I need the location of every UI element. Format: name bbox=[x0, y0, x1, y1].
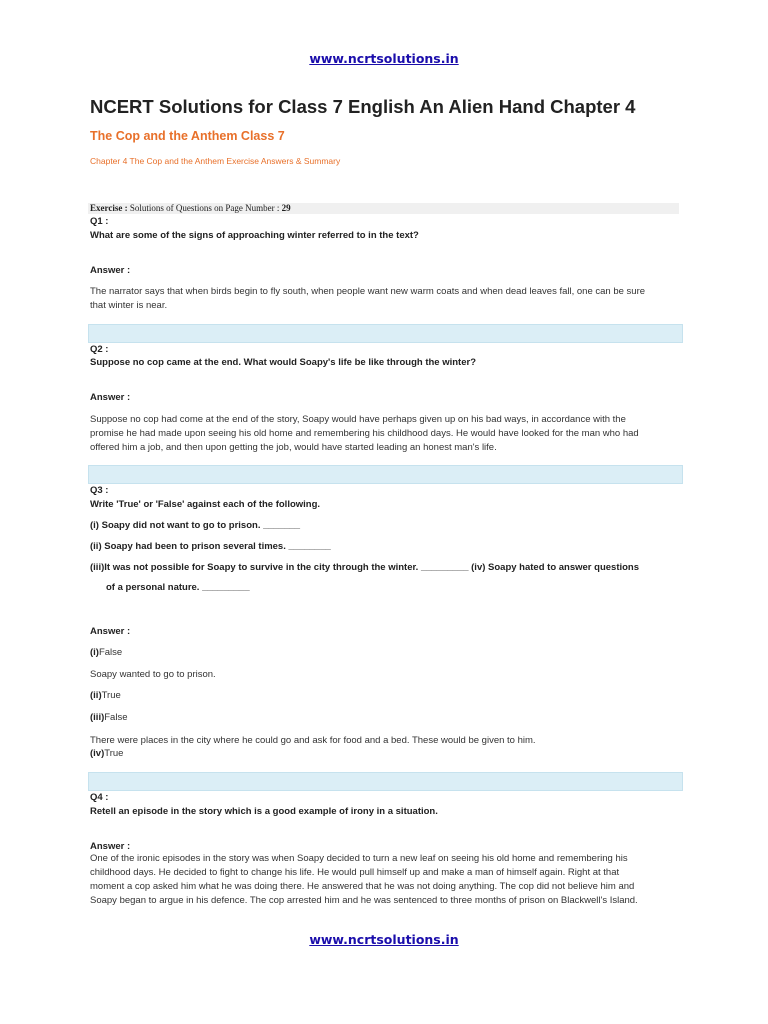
q1-label: Q1 : bbox=[90, 216, 109, 227]
q2-answer-label: Answer : bbox=[90, 392, 131, 403]
q2-label: Q2 : bbox=[90, 344, 109, 355]
q1-answer-line: The narrator says that when birds begin to fly south, when people want new warm coats and when dead leaves fall, one can be sure bbox=[90, 286, 646, 297]
q3-item: (i) Soapy did not want to go to prison. _______ bbox=[90, 520, 301, 531]
q3-answer-label: Answer : bbox=[90, 626, 131, 637]
q2-answer bbox=[90, 413, 690, 455]
q1-answer bbox=[90, 285, 690, 313]
question-separator bbox=[88, 772, 683, 791]
q3-answer-iii: (iii)False bbox=[90, 712, 128, 723]
q3-answer-i: (i)False bbox=[90, 647, 123, 658]
q4-answer-line: Soapy began to argue in his defence. The cop arrested him and he was sentenced to three months of prison on Blackwell's Island. bbox=[90, 895, 638, 906]
q4-answer-line: One of the ironic episodes in the story was when Soapy decided to turn a new leaf on seeing his old home and remembering his bbox=[90, 853, 628, 864]
q4-answer-line: moment a cop asked him what he was doing there. He answered that he was not doing anything. The cop did not believe him and bbox=[90, 881, 635, 892]
q1-answer-label: Answer : bbox=[90, 265, 131, 276]
exercise-page-number: 29 bbox=[281, 203, 291, 213]
question-separator bbox=[88, 324, 683, 343]
q2-question: Suppose no cop came at the end. What would Soapy's life be like through the winter? bbox=[90, 357, 476, 368]
q3-item: (iii)It was not possible for Soapy to survive in the city through the winter. _________ (iv) Soapy hated to answer questions bbox=[90, 562, 640, 573]
q3-question: Write 'True' or 'False' against each of the following. bbox=[90, 499, 321, 510]
q3-answer-iv: (iv)True bbox=[90, 748, 124, 759]
q3-item: (ii) Soapy had been to prison several times. ________ bbox=[90, 541, 331, 552]
page-title: NCERT Solutions for Class 7 English An Alien Hand Chapter 4 bbox=[90, 96, 636, 117]
q3-answer-iii-note: There were places in the city where he could go and ask for food and a bed. These would be given to him. bbox=[90, 735, 536, 746]
exercise-text: Solutions of Questions on Page Number : bbox=[129, 203, 280, 213]
q3-answer-ii: (ii)True bbox=[90, 690, 121, 701]
q4-answer-line: childhood days. He decided to fight to change his life. He would pull himself up and make a man of himself again. Right at that bbox=[90, 867, 620, 878]
q3-item: of a personal nature. _________ bbox=[106, 582, 250, 593]
chapter-subtitle: The Cop and the Anthem Class 7 bbox=[90, 129, 285, 143]
header-site-link[interactable]: www.ncrtsolutions.in bbox=[309, 51, 459, 66]
question-separator bbox=[88, 465, 683, 484]
q4-question: Retell an episode in the story which is a good example of irony in a situation. bbox=[90, 806, 438, 817]
q2-answer-line: promise he had made upon seeing his old home and remembering his childhood days. He would have looked for the man who had bbox=[90, 428, 639, 439]
q4-answer bbox=[90, 852, 690, 908]
q2-answer-line: offered him a job, and then upon getting the job, would have started leading an honest man's life. bbox=[90, 442, 497, 453]
chapter-description: Chapter 4 The Cop and the Anthem Exercise Answers & Summary bbox=[90, 156, 341, 166]
exercise-label: Exercise : bbox=[90, 203, 128, 213]
q4-label: Q4 : bbox=[90, 792, 109, 803]
q3-label: Q3 : bbox=[90, 485, 109, 496]
q4-answer-label: Answer : bbox=[90, 841, 131, 852]
q2-answer-line: Suppose no cop had come at the end of the story, Soapy would have perhaps given up on his bad ways, in accordance with the bbox=[90, 414, 626, 425]
q1-answer-line: that winter is near. bbox=[90, 300, 168, 311]
footer-site-link[interactable]: www.ncrtsolutions.in bbox=[309, 932, 459, 947]
exercise-bar bbox=[88, 203, 679, 214]
q1-question: What are some of the signs of approaching winter referred to in the text? bbox=[90, 230, 419, 241]
q3-answer-i-note: Soapy wanted to go to prison. bbox=[90, 669, 216, 680]
